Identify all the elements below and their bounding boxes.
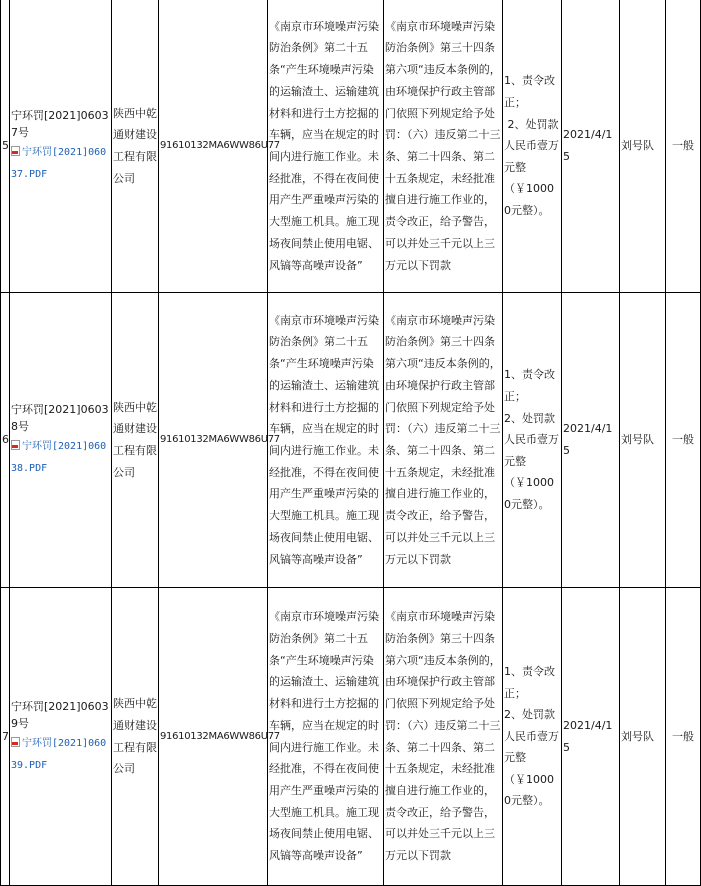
credit-code: 91610132MA6WW86U77: [159, 293, 268, 588]
penalty-measures: 1、责令改正； 2、处罚款人民币壹万元整 （￥10000元整）。: [503, 0, 562, 293]
document-number: 宁环罚[2021]06039号: [11, 699, 109, 730]
doc-cell: [10, 293, 112, 588]
penalty-measures: 1、责令改正； 2、处罚款人民币壹万元整 （￥10000元整）。: [503, 293, 562, 588]
penalty-measures: 1、责令改正； 2、处罚款人民币壹万元整 （￥10000元整）。: [503, 588, 562, 886]
department: 刘号队: [620, 0, 666, 293]
pdf-attachment-link[interactable]: [11, 738, 106, 771]
document-number: 宁环罚[2021]06038号: [11, 403, 109, 434]
row-index: 5: [1, 0, 10, 293]
severity-level: 一般: [666, 0, 701, 293]
table-row: [1, 588, 701, 886]
pdf-attachment-link[interactable]: [11, 147, 106, 180]
document-number: 宁环罚[2021]06037号: [11, 109, 109, 140]
table-row: [1, 0, 701, 293]
credit-code: 91610132MA6WW86U77: [159, 588, 268, 886]
pdf-attachment-name: 宁环罚[2021]06037.PDF: [11, 147, 107, 180]
pdf-file-icon: [11, 440, 20, 450]
penalty-basis: 《南京市环境噪声污染防治条例》第三十四条第六项“违反本条例的，由环境保护行政主管部门依照下列规定给予处罚：（六）违反第二十三条、第二十四条、第二十五条规定，未经批准擅自进行施工作业的，责令改正，给予警告，可以并处三千元以上三万元以下罚款: [384, 588, 503, 886]
severity-level: 一般: [666, 293, 701, 588]
credit-code: 91610132MA6WW86U77: [159, 0, 268, 293]
decision-date: 2021/4/15: [562, 0, 620, 293]
pdf-attachment-name: 宁环罚[2021]06039.PDF: [11, 737, 107, 771]
decision-date: 2021/4/15: [562, 588, 620, 886]
table-row: [1, 293, 701, 588]
row-index: 6: [1, 293, 10, 588]
company-name: 陕西中乾通财建设工程有限公司: [112, 588, 159, 886]
pdf-attachment-name: 宁环罚[2021]06038.PDF: [11, 441, 107, 474]
penalty-basis: 《南京市环境噪声污染防治条例》第三十四条第六项“违反本条例的，由环境保护行政主管部门依照下列规定给予处罚：（六）违反第二十三条、第二十四条、第二十五条规定，未经批准擅自进行施工作业的，责令改正，给予警告，可以并处三千元以上三万元以下罚款: [384, 293, 503, 588]
violation-text: 《南京市环境噪声污染防治条例》第二十五条“产生环境噪声污染的运输渣土、运输建筑材料和进行土方挖掘的车辆，应当在规定的时间内进行施工作业。未经批准，不得在夜间使用产生严重噪声污染的大型施工机具。施工现场夜间禁止使用电锯、风镐等高噪声设备”: [268, 293, 384, 588]
doc-cell: [10, 588, 112, 886]
company-name: 陕西中乾通财建设工程有限公司: [112, 293, 159, 588]
penalty-basis: 《南京市环境噪声污染防治条例》第三十四条第六项“违反本条例的，由环境保护行政主管部门依照下列规定给予处罚：（六）违反第二十三条、第二十四条、第二十五条规定，未经批准擅自进行施工作业的，责令改正，给予警告，可以并处三千元以上三万元以下罚款: [384, 0, 503, 293]
pdf-attachment-link[interactable]: [11, 441, 106, 474]
company-name: 陕西中乾通财建设工程有限公司: [112, 0, 159, 293]
pdf-file-icon: [11, 737, 20, 747]
pdf-file-icon: [11, 146, 20, 156]
decision-date: 2021/4/15: [562, 293, 620, 588]
row-index: 7: [1, 588, 10, 886]
department: 刘号队: [620, 588, 666, 886]
violation-text: 《南京市环境噪声污染防治条例》第二十五条“产生环境噪声污染的运输渣土、运输建筑材料和进行土方挖掘的车辆，应当在规定的时间内进行施工作业。未经批准，不得在夜间使用产生严重噪声污染的大型施工机具。施工现场夜间禁止使用电锯、风镐等高噪声设备”: [268, 0, 384, 293]
doc-cell: [10, 0, 112, 293]
severity-level: 一般: [666, 588, 701, 886]
violation-text: 《南京市环境噪声污染防治条例》第二十五条“产生环境噪声污染的运输渣土、运输建筑材料和进行土方挖掘的车辆，应当在规定的时间内进行施工作业。未经批准，不得在夜间使用产生严重噪声污染的大型施工机具。施工现场夜间禁止使用电锯、风镐等高噪声设备”: [268, 588, 384, 886]
department: 刘号队: [620, 293, 666, 588]
